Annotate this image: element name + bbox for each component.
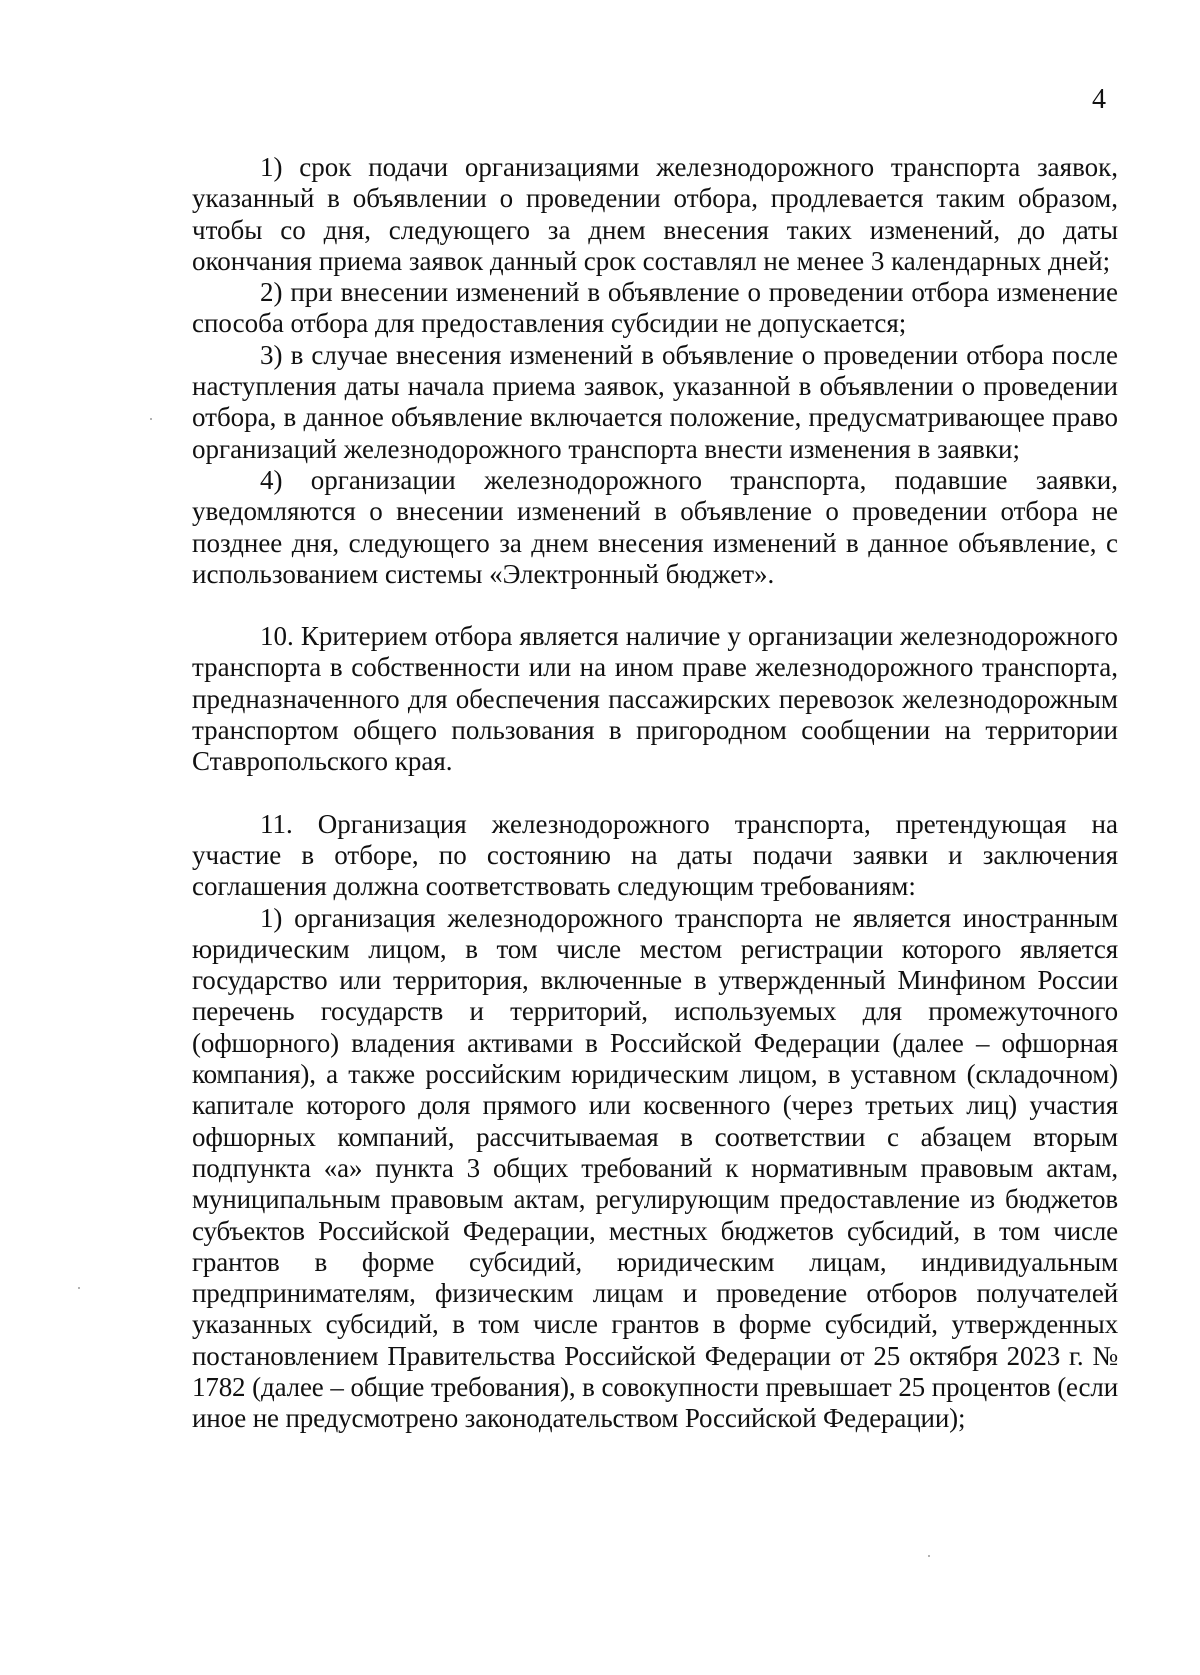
paragraph-gap — [192, 778, 1118, 809]
page-number: 4 — [1092, 84, 1106, 115]
list-item-offshore-requirement: 1) организация железнодорожного транспорта не является иностранным юридическим лицом, в том числе местом регистрации которого является государство или территория, включенные в утвержденный Минфином России перечень государств и территорий, используемых для промежуточного (офшорного) владения активами в Российской Федерации (далее – офшорная компания), а также российским юридическим лицом, в уставном (складочном) капитале которого доля прямого или косвенного (через третьих лиц) участия офшорных компаний, рассчитываемая в соответствии с абзацем вторым подпункта «а» пункта 3 общих требований к нормативным правовым актам, муниципальным правовым актам, регулирующим предоставление из бюджетов субъектов Российской Федерации, местных бюджетов субсидий, в том числе грантов в форме субсидий, юридическим лицам, индивидуальным предпринимателям, физическим лицам и проведение отборов получателей указанных субсидий, в том числе грантов в форме субсидий, утвержденных постановлением Правительства Российской Федерации от 25 октября 2023 г. № 1782 (далее – общие требования), в совокупности превышает 25 процентов (если иное не предусмотрено законодательством Российской Федерации); — [192, 902, 1118, 1434]
list-item-deadline-extension: 1) срок подачи организациями железнодорожного транспорта заявок, указанный в объявлении о проведении отбора, продлевается таким образом, чтобы со дня, следующего за днем внесения таких изменений, до даты окончания приема заявок данный срок составлял не менее 3 календарных дней; — [192, 152, 1118, 276]
list-item-selection-method: 2) при внесении изменений в объявление о проведении отбора изменение способа отбора для предоставления субсидии не допускается; — [192, 277, 1118, 339]
document-body — [192, 152, 1118, 1435]
list-item-notification: 4) организации железнодорожного транспорта, подавшие заявки, уведомляются о внесении изменений в объявление о проведении отбора не позднее дня, следующего за днем внесения изменений в данное объявление, с использованием системы «Электронный бюджет». — [192, 464, 1118, 589]
scan-speck — [150, 418, 152, 420]
list-item-application-changes: 3) в случае внесения изменений в объявление о проведении отбора после наступления даты начала приема заявок, указанной в объявлении о проведении отбора, в данное объявление включается положение, предусматривающее право организаций железнодорожного транспорта внести изменения в заявки; — [192, 339, 1118, 464]
paragraph-gap — [192, 590, 1118, 621]
scan-speck — [928, 1555, 930, 1557]
section-10-criterion: 10. Критерием отбора является наличие у организации железнодорожного транспорта в собственности или на ином праве железнодорожного транспорта, предназначенного для обеспечения пассажирских перевозок железнодорожным транспортом общего пользования в пригородном сообщении на территории Ставропольского края. — [192, 621, 1118, 777]
scan-speck — [78, 1287, 80, 1289]
section-11-requirements: 11. Организация железнодорожного транспорта, претендующая на участие в отборе, по состоянию на даты подачи заявки и заключения соглашения должна соответствовать следующим требованиям: — [192, 808, 1118, 902]
